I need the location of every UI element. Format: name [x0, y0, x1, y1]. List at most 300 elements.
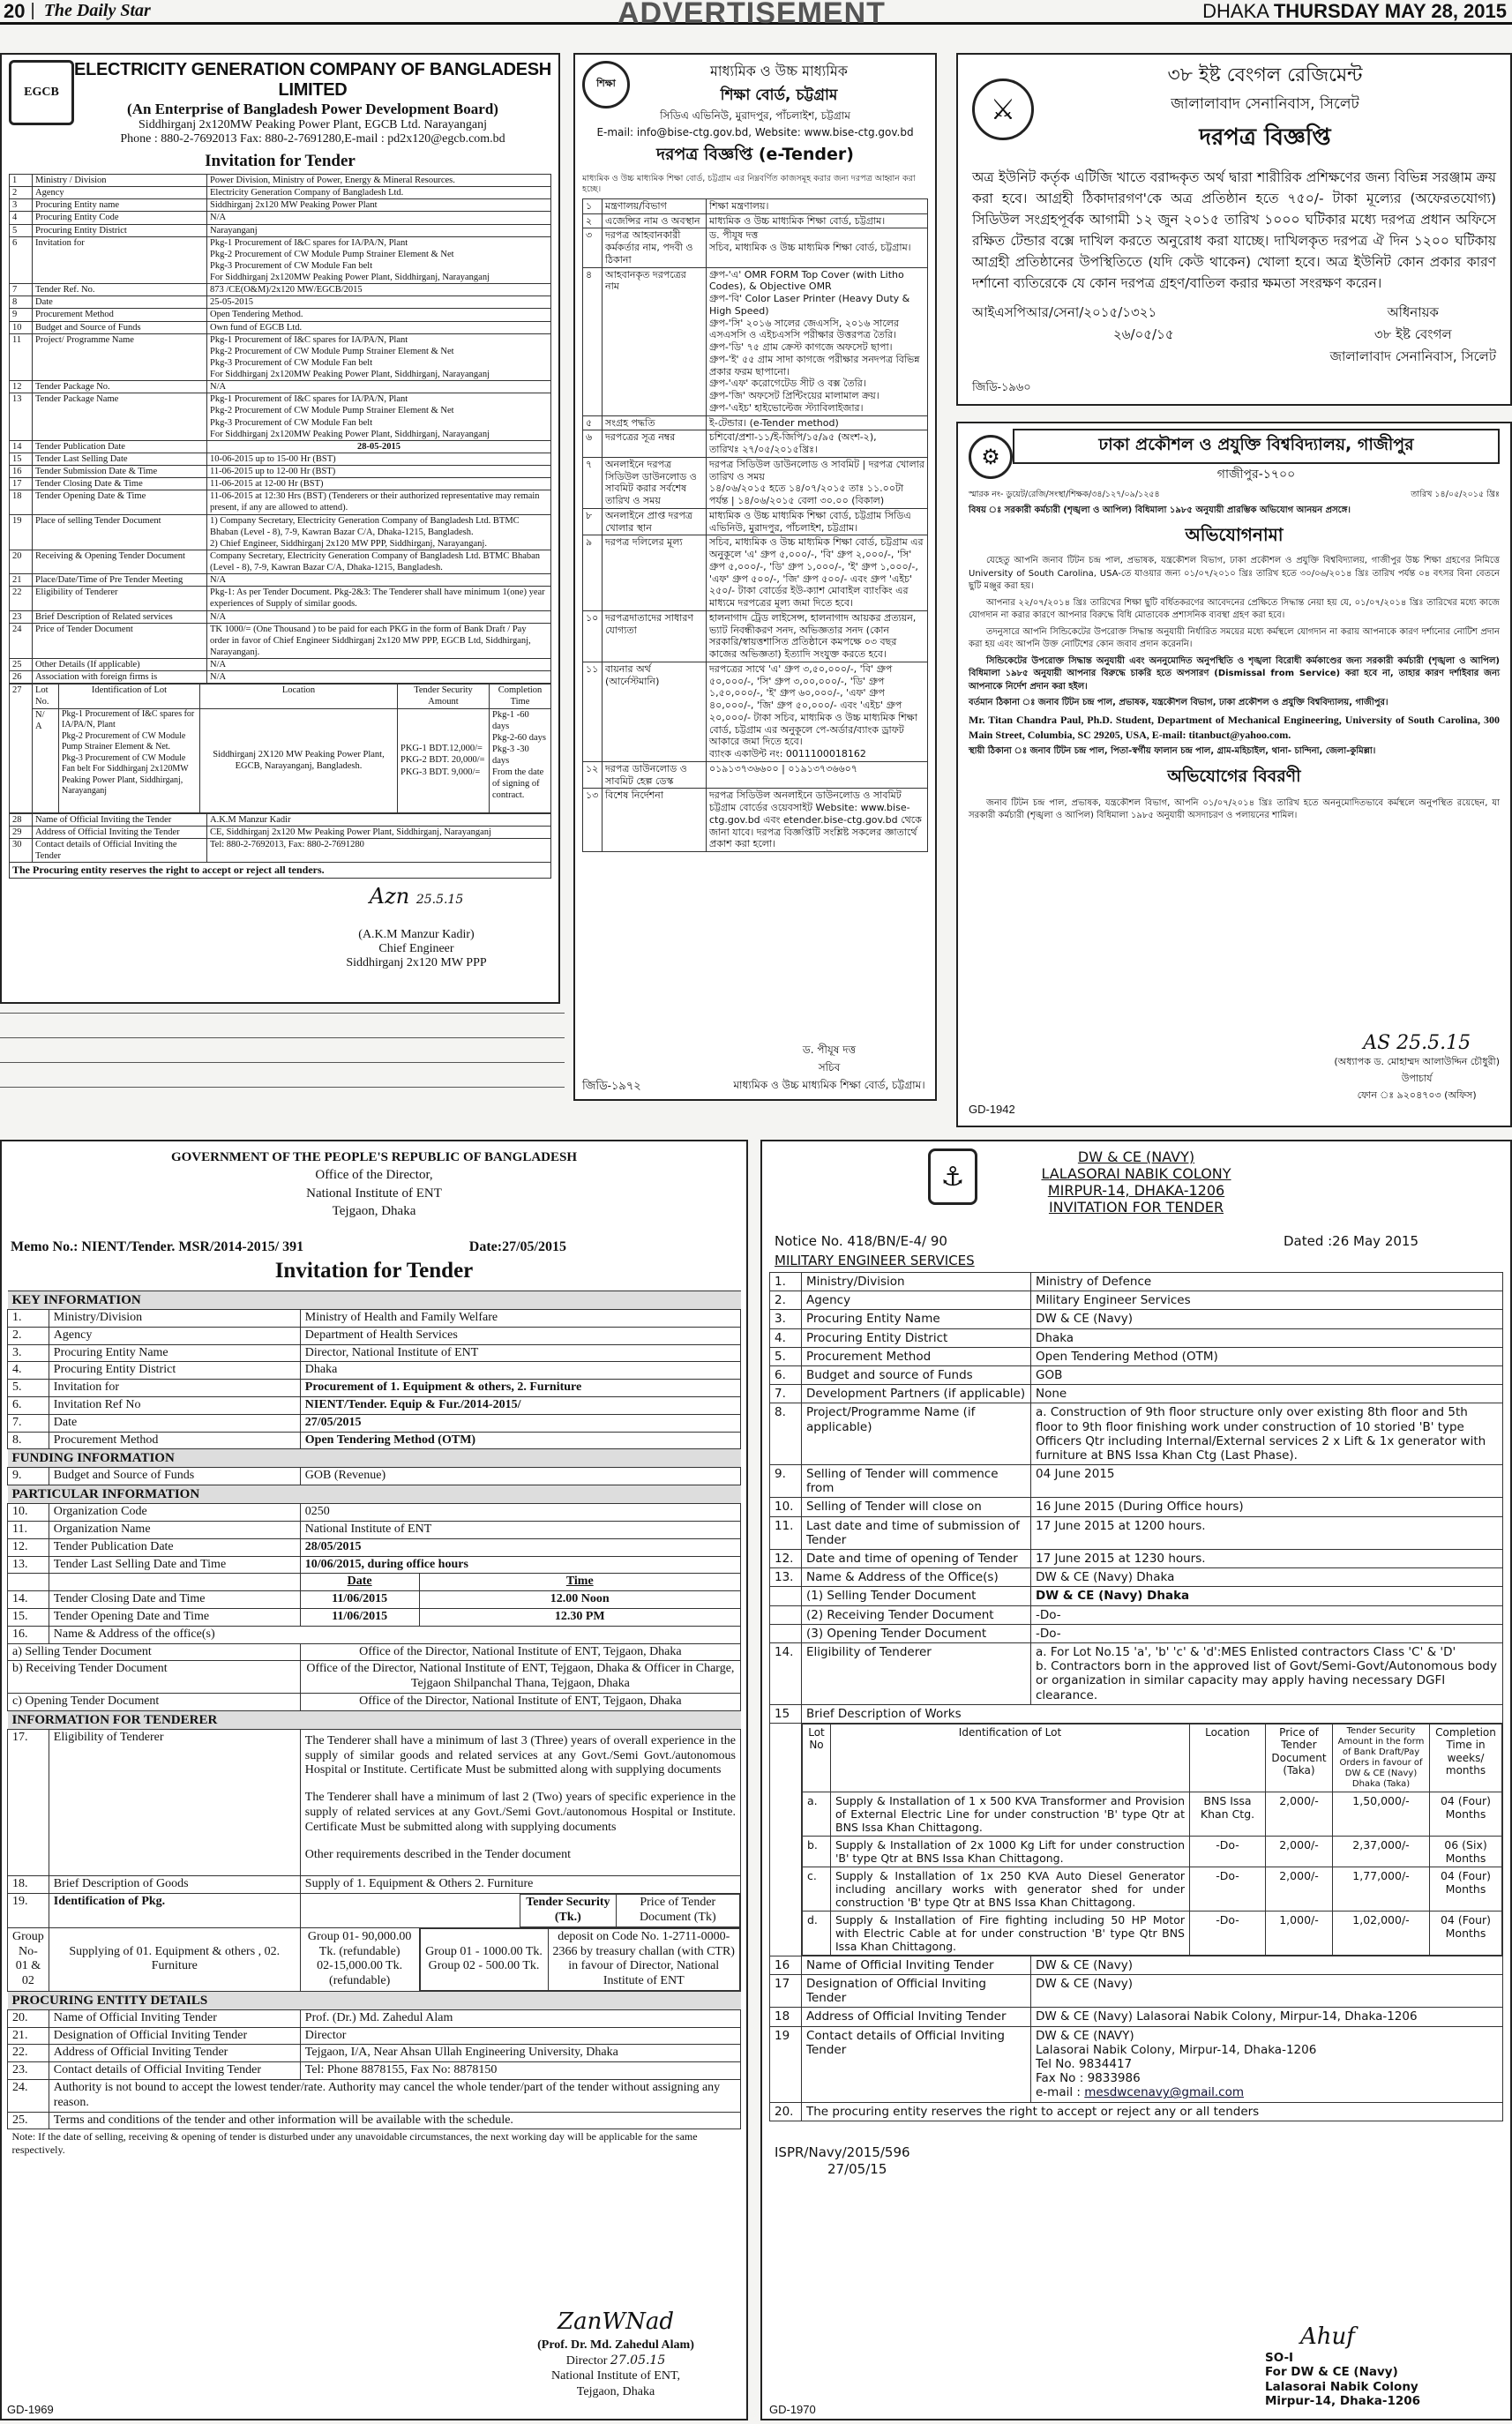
- table-cell: 12.30 PM: [419, 1608, 740, 1626]
- table-cell: 10/06/2015, during office hours: [300, 1556, 740, 1574]
- table-cell: Project/ Programme Name: [33, 333, 207, 381]
- table-cell: Tender Submission Date & Time: [33, 466, 207, 478]
- table-cell: Tender Opening Date and Time: [49, 1608, 300, 1626]
- table-cell: FUNDING INFORMATION: [8, 1449, 741, 1468]
- table-cell: ০১৯১৩৭৩৬৬০০ | ০১৯১৩৭৩৬৬০৭: [707, 761, 928, 789]
- table-cell: Siddhirganj 2x120 MW Peaking Power Plant: [207, 199, 551, 212]
- table-cell: দরপত্র দলিলের মূল্য: [603, 535, 707, 611]
- egcb-logo-icon: EGCB: [9, 60, 74, 125]
- table-cell: 27/05/2015: [300, 1414, 740, 1432]
- table-cell: [770, 1587, 802, 1605]
- table-cell: 28-05-2015: [207, 440, 551, 453]
- table-cell: 21.: [8, 2027, 49, 2045]
- nient-gd: GD-1969: [7, 2403, 54, 2416]
- egcb-heading: Invitation for Tender: [205, 152, 356, 170]
- table-cell: 25-05-2015: [207, 296, 551, 309]
- table-cell: 20.: [770, 2102, 802, 2121]
- table-cell: 10.: [770, 1498, 802, 1516]
- table-cell: 23.: [8, 2062, 49, 2080]
- table-cell: Agency: [33, 187, 207, 199]
- table-cell: Project/Programme Name (if applicable): [802, 1403, 1031, 1465]
- bise-gd: জিডি-১৯৭২: [582, 1079, 641, 1092]
- egcb-signature-block: Azn 25.5.15 (A.K.M Manzur Kadir) Chief Engineer Siddhirganj 2x120 MW PPP: [293, 884, 540, 970]
- table-cell: Price of Tender Document: [33, 623, 207, 658]
- table-cell: -Do-: [1031, 1624, 1503, 1642]
- table-cell: 18: [10, 490, 33, 514]
- table-row: [8, 1710, 741, 1729]
- table-cell: 2.: [770, 1291, 802, 1310]
- ebr-body: অত্র ইউনিট কর্তৃক এটিজি খাতে বরাদ্দকৃত অর্থ দ্বারা শারীরিক প্রশিক্ষণের জন্য বিভিন্ন সরঞ্জাম ক্রয় করা হবে। আগ্রহী ঠিকাদারগণ'কে অত্র প্রতিষ্ঠান হতে ৭৫০/- টাকা মূল্যের (অফেরতযোগ্য) সিডিউল সংগ্রহপূর্বক আগামী ১২ জুন ২০১৫ তারিখ ১০০০ ঘটিকার মধ্যে দরপত্র প্রধান অফিসে রক্ষিত টেন্ডার বক্সে দাখিল করতে অনুরোধ করা যাচ্ছে। দাখিলকৃত দরপত্র ঐ দিন ১২০০ ঘটিকায় আগ্রহী প্রতিষ্ঠানের উপস্থিতিতে (যদি কেউ থাকেন) খোলা হবে। অত্র ইউনিট কোন প্রকার কারণ দর্শানো ব্যতিরেকে যে কোন দরপত্র গ্রহণ/বাতিল করার ক্ষমতা সংরক্ষণ করেন।: [972, 169, 1496, 292]
- table-row: [10, 224, 551, 236]
- table-row: [8, 1310, 741, 1328]
- table-row: [583, 415, 928, 430]
- table-row: [8, 1556, 741, 1574]
- table-row: [10, 212, 551, 224]
- table-row: [583, 662, 928, 761]
- table-cell: Organization Name: [49, 1521, 300, 1538]
- table-cell: Address of Official Inviting Tender: [49, 2045, 300, 2062]
- table-row: [10, 296, 551, 309]
- table-cell: 13.: [8, 1556, 49, 1574]
- navy-ispr: ISPR/Navy/2015/596 27/05/15: [775, 2143, 910, 2178]
- table-cell: -Do-: [1031, 1605, 1503, 1624]
- table-row: [10, 440, 551, 453]
- table-cell: Pkg-1 Procurement of I&C spares for IA/PA/N, Plant Pkg-2 Procurement of CW Module Pump Strainer Element & Net Pkg-3 Procurement of CW Module Fan belt For Siddhirganj 2x120MW Peaking Power Plant, Siddhirganj, Narayanganj: [207, 236, 551, 284]
- table-row: [8, 1538, 741, 1556]
- table-cell: N/A: [207, 659, 551, 671]
- duet-complaint: জনাব টিটন চন্দ্র পাল, প্রভাষক, যন্ত্রকৌশল বিভাগ, আপনি ০১/০৭/২০১৪ খ্রিঃ তারিখ হতে অননুমোদিতভাবে কর্মস্থলে অনুপস্থিত রয়েছেন, যা সরকারী কর্মচারী (শৃঙ্খলা ও আপিল) বিধিমালা ১৯৮৫ অনুযায়ী অসদাচরণ ও পলায়নের শামিল।: [969, 797, 1500, 821]
- duet-subject: বিষয় ঃ সরকারী কর্মচারী (শৃঙ্খলা ও আপিল) বিধিমালা ১৯৮৫ অনুযায়ী প্রারম্ভিক অভিযোগ আনয়ন প্রসঙ্গে।: [969, 505, 1351, 515]
- table-row: [8, 2009, 741, 2027]
- table-cell: Eligibility of Tenderer: [802, 1642, 1031, 1704]
- table-row: Group No- 01 & 02 Supplying of 01. Equipment & others , 02. Furniture Group 01- 90,000.00 Tk. (refundable) 02-15,000.00 Tk. (refundable) Group 01 - 1000.00 Tk. Group 02 - 500.00 Tk. deposit on Code No. 1-2711-0000-2366 by treasury challan (with CTR) in favour of Director, National Institute of ENT: [8, 1927, 741, 1991]
- table-cell: Invitation for: [49, 1380, 300, 1397]
- table-cell: ৮: [583, 508, 603, 535]
- table-cell: Procurement Method: [802, 1347, 1031, 1365]
- table-cell: Procuring Entity Name: [49, 1344, 300, 1362]
- table-cell: 14.: [770, 1642, 802, 1704]
- lot-no: N/ A: [33, 708, 59, 812]
- table-cell: সচিব, মাধ্যমিক ও উচ্চ মাধ্যমিক শিক্ষা বোর্ড, চট্টগ্রাম এর অনুকূলে 'এ' গ্রুপ ৫,০০০/-, 'বি' গ্রুপ ২,০০০/-, 'সি' গ্রুপ ৫,০০০/-, 'ডি' গ্রুপ ১,০০০/-, 'ই' গ্রুপ ১,০০০/-, 'এফ' গ্রুপ ৫০০/-, 'জি' গ্রুপ ৫০০/- এবং গ্রুপ 'এইচ' ২৫০/- টাকা বোর্ডের ইউ-ক্যাশ মোবাইল ব্যাংকিং এর মাধ্যমে দরপত্রের মূল্য জমা দিতে হবে।: [707, 535, 928, 611]
- table-row: [8, 2080, 741, 2113]
- table-cell: ৭: [583, 457, 603, 508]
- table-cell: Tender Last Selling Date and Time: [49, 1556, 300, 1574]
- table-cell: অনলাইনে প্রাপ্ত দরপত্র খোলার স্থান: [603, 508, 707, 535]
- table-cell: Office of the Director, National Institute of ENT, Tejgaon, Dhaka: [300, 1643, 740, 1661]
- table-cell: 14: [10, 440, 33, 453]
- table-cell: 22: [10, 587, 33, 610]
- table-row: [770, 1642, 1503, 1704]
- lot-location: Siddhirganj 2X120 MW Peaking Power Plant, EGCB, Narayanganj, Bangladesh.: [200, 708, 398, 812]
- table-cell: Supply of 1. Equipment & Others 2. Furniture: [300, 1876, 740, 1894]
- lot-header: Location: [1190, 1724, 1266, 1792]
- table-row: [8, 2129, 741, 2157]
- table-row: [8, 1432, 741, 1449]
- table-cell: 11.: [770, 1516, 802, 1549]
- duet-title: ঢাকা প্রকৌশল ও প্রযুক্তি বিশ্ববিদ্যালয়, গাজীপুর: [1013, 429, 1500, 464]
- egcb-title: ELECTRICITY GENERATION COMPANY OF BANGLADESH LIMITED: [74, 60, 551, 100]
- table-cell: Budget and Source of Funds: [49, 1468, 300, 1485]
- table-cell: 04 June 2015: [1031, 1465, 1503, 1498]
- table-row: [8, 1414, 741, 1432]
- table-cell: Authority is not bound to accept the lowest tender/rate. Authority may cancel the whole tender/part of the tender without assigning any reason.: [49, 2080, 740, 2113]
- table-cell: Director, National Institute of ENT: [300, 1344, 740, 1362]
- table-cell: 23: [10, 610, 33, 623]
- table-cell: N/A: [207, 610, 551, 623]
- table-cell: 9.: [770, 1465, 802, 1498]
- table-cell: 16.: [8, 1626, 49, 1643]
- table-row: [770, 1516, 1503, 1549]
- table-cell: Military Engineer Services: [1031, 1291, 1503, 1310]
- duet-date: তারিখ ১৪/০৫/২০১৫ খ্রিঃ: [1411, 490, 1500, 499]
- navy-gd: GD-1970: [769, 2403, 816, 2416]
- bise-tender-ad: [573, 53, 937, 1101]
- table-cell: Pkg-1 Procurement of I&C spares for IA/PA/N, Plant Pkg-2 Procurement of CW Module Pump Strainer Element & Net Pkg-3 Procurement of CW Module Fan belt For Siddhirganj 2x120MW Peaking Power Plant, Siddhirganj, Narayanganj: [207, 333, 551, 381]
- table-cell: 30: [10, 838, 33, 862]
- table-cell: Ministry of Defence: [1031, 1273, 1503, 1291]
- table-cell: 13.: [770, 1568, 802, 1587]
- table-row: [10, 610, 551, 623]
- table-cell: 21: [10, 574, 33, 587]
- table-row: [8, 1485, 741, 1504]
- table-cell: Contact details of Official Inviting Tender: [49, 2062, 300, 2080]
- table-cell: Agency: [49, 1327, 300, 1344]
- table-row: [10, 623, 551, 658]
- table-cell: 15: [10, 453, 33, 465]
- table-row: [770, 1568, 1503, 1587]
- table-row: b. Supply & Installation of 2x 1000 Kg Lift for under construction 'B' type Qtr at BNS Issa Khan Chittagong. -Do- 2,000/- 2,37,000/- 06 (Six) Months: [803, 1836, 1502, 1867]
- table-cell: Procurement of 1. Equipment & others, 2. Furniture: [300, 1380, 740, 1397]
- table-cell: 9: [10, 309, 33, 321]
- table-row: [10, 309, 551, 321]
- table-cell: Dhaka: [300, 1362, 740, 1380]
- table-row: [770, 1347, 1503, 1365]
- table-cell: Designation of Official Inviting Tender: [802, 1975, 1031, 2008]
- table-cell: National Institute of ENT: [300, 1521, 740, 1538]
- table-row: [8, 1661, 741, 1694]
- table-cell: Receiving & Opening Tender Document: [33, 550, 207, 573]
- table-cell: 15.: [8, 1608, 49, 1626]
- navy-tender-ad: ⚓ DW & CE (NAVY) LALASORAI NABIK COLONY MIRPUR-14, DHAKA-1206 INVITATION FOR TENDER Notice No. 418/BN/E-4/ 90 Dated :26 May 2015 MILITARY ENGINEER SERVICES 1. Ministry/Division Ministry of Defence 2. Agency Military Engineer Services 3. Procuring Entity Name DW & CE (Navy) 4. Procuring Entity District Dhaka 5. Procurement Method Open Tendering Method (OTM) 6. Budget and source of Funds GOB 7. Development Partners (if applicable) None 8. Project/Programme Name (if applicable) a. Construction of 9th floor structure only over existing 8th floor and 5th floor to 9th floor finishing work under construction of 10 storied 'B' type Officers Qtr including Internal/External services 2 x Lift & 1x generator with furniture at BNS Issa Khan Ctg (Last Phase). 9. Selling of Tender will commence from 04 June 2015 10. Selling of Tender will close on 16 June 2015 (During Office hours) 11. Last date and time of submission of Tender 17 June 2015 at 1200 hours. 12. Date and time of opening of Tender 17 June 2015 at 1230 hours. 13. Name & Address of the Office(s) DW & CE (Navy) Dhaka (1) Selling Tender Document DW & CE (Navy) Dhaka (2) Receiving Tender Document -Do- (3) Opening Tender Document -Do- 14. Eligibility of Tenderer a. For Lot No.15 'a', 'b' 'c' & 'd':MES Enlisted contractors Class 'C' & 'D' b. Contractors born in the approved list of Govt/Semi-Govt/Autonomous body or organization in similar capacity may apply having necessary DGFI clearance. 15 Brief Description of Works Lot No Identification of Lot Location Price of Tender Document (Taka) Tender Security Amount in the form of Bank Draft/Pay Orders in favour of DW & CE (Navy) Dhaka (Taka) Completion Time in weeks/ months a. Supply & Installation of 1 x 500 KVA Transformer and Provision of External Electric Line for under construction 'B' type Qtr at BNS Issa Khan Chittagong. BNS Issa Khan Ctg. 2,000/- 1,50,000/- 04 (Four) Months b. Supply & Installation of 2x 1000 Kg Lift for under construction 'B' type Qtr at BNS Issa Khan Chittagong. -Do- 2,000/- 2,37,000/- 06 (Six) Months c. Supply & Installation of 1x 250 KVA Auto Diesel Generator including ancillary works with generator shed for under construction 'B' type Qtr at BNS Issa Khan Chittagong. -Do- 2,000/- 1,77,000/- 04 (Four) Months d. Supply & Installation of Fire fighting including 50 HP Motor with Electric Cable at for under construction 'B' type Qtr BNS Issa Khan Chittagong. -Do- 1,000/- 1,02,000/- 04 (Four) Months 16 Name of Official Inviting Tender DW & CE (Navy) 17 Designation of Official Inviting Tender DW & CE (Navy) 18 Address of Official Inviting Tender DW & CE (Navy) Lalasorai Nabik Colony, Mirpur-14, Dhaka-1206 19 Contact details of Official Inviting Tender DW & CE (NAVY) Lalasorai Nabik Colony, Mirpur-14, Dhaka-1206 Tel No. 9834417 Fax No : 9833986 e-mail : mesdwcenavy@gmail.com 20. The procuring entity reserves the right to accept or reject any or all tenders ISPR/Navy/2015/596 27/05/15 Ahuf SO-I For DW & CE (Navy) Lalasorai Nabik Colony Mirpur-14, Dhaka-1206 GD-1970: [760, 1140, 1512, 2420]
- duet-signature: AS 25.5.15: [1363, 1032, 1471, 1054]
- bise-email: E-mail: info@bise-ctg.gov.bd, Website: www.bise-ctg.gov.bd: [596, 126, 914, 138]
- table-cell: Name & Address of the Office(s): [802, 1568, 1031, 1587]
- table-row: [583, 610, 928, 662]
- table-cell: 18: [770, 2008, 802, 2026]
- table-row: 17. Eligibility of Tenderer The Tenderer shall have a minimum of last 3 (Three) years of overall experience in the supply of similar goods and related services at any Govt./Semi Govt./autonomous Hospital or Institute. Certificate Must be submitted along with supplying documents The Tenderer shall have a minimum of last 2 (Two) years of specific experience in the supply of related services at any Govt./Semi Govt./autonomous Hospital or Institute. Certificate Must be submitted along with supplying documents Other requirements described in the Tender document: [8, 1729, 741, 1876]
- egcb-table-2: [9, 813, 551, 864]
- table-row: [10, 574, 551, 587]
- table-cell: 2: [10, 187, 33, 199]
- divider: [0, 1087, 565, 1088]
- table-cell: 8.: [8, 1432, 49, 1449]
- table-cell: Tender Closing Date & Time: [33, 478, 207, 490]
- table-cell: ই-টেন্ডার। (e-Tender method): [707, 415, 928, 430]
- table-cell: Name of Official Inviting Tender: [802, 1956, 1031, 1974]
- table-cell: Office of the Director, National Institute of ENT, Tejgaon, Dhaka & Officer in Charge, Tejgaon Shilpanchal Thana, Tejgaon, Dhaka: [300, 1661, 740, 1694]
- table-row: [10, 550, 551, 573]
- table-cell: 19: [10, 514, 33, 550]
- table-cell: ২: [583, 213, 603, 228]
- table-cell: Terms and conditions of the tender and other information will be available with the schedule.: [49, 2112, 740, 2129]
- table-cell: ১১: [583, 662, 603, 761]
- table-row: [10, 514, 551, 550]
- bise-title: মাধ্যমিক ও উচ্চ মাধ্যমিক: [710, 63, 848, 79]
- table-cell: এজেন্সির নাম ও অবস্থান: [603, 213, 707, 228]
- table-row: [8, 1643, 741, 1661]
- table-cell: Procurement Method: [49, 1432, 300, 1449]
- table-row: [770, 1328, 1503, 1347]
- egcb-tender-ad: [0, 53, 560, 1004]
- bise-address: সিডিএ এভিনিউ, মুরাদপুর, পাঁচলাইশ, চট্টগ্রাম: [660, 109, 850, 122]
- table-cell: 3: [10, 199, 33, 212]
- table-cell: KEY INFORMATION: [8, 1291, 741, 1310]
- table-cell: 6.: [8, 1396, 49, 1414]
- table-cell: c) Opening Tender Document: [8, 1693, 301, 1710]
- bise-heading: দরপত্র বিজ্ঞপ্তি (e-Tender): [656, 145, 854, 164]
- table-cell: 17: [10, 478, 33, 490]
- table-cell: Brief Description of Related services: [33, 610, 207, 623]
- table-row: [8, 2062, 741, 2080]
- table-cell: গ্রুপ-'এ' OMR FORM Top Cover (with Litho Codes), & Objective OMR গ্রুপ-'বি' Color Laser Printer (Heavy Duty & High Speed) গ্রুপ-'সি' ২০১৬ সালের জেএসসি, ২০১৬ সালের এসএসসি ও এইচএসসি পরীক্ষার উত্তরপত্র তৈরি। গ্রুপ-'ডি' ৭৫ গ্রাম ক্রেস্ট কাগজে অফসেট ছাপা। গ্রুপ-'ই' ৫৫ গ্রাম সাদা কাগজে পরীক্ষার সনদপত্র বিভিন্ন প্রকার ফরম ছাপানো। গ্রুপ-'এফ' করোগেটেড সীট ও বক্স তৈরি। গ্রুপ-'জি' অফসেট প্রিন্টিংয়ের মালামাল ক্রয়। গ্রুপ-'এইচ' হাইভোল্টেজ স্ট্যাবিলাইজার।: [707, 267, 928, 415]
- table-cell: Organization Code: [49, 1504, 300, 1522]
- lot-security: PKG-1 BDT.12,000/= PKG-2 BDT. 20,000/= PKG-3 BDT. 9,000/=: [398, 708, 490, 812]
- table-cell: a. For Lot No.15 'a', 'b' 'c' & 'd':MES Enlisted contractors Class 'C' & 'D' b. Contractors born in the approved list of Govt/Semi-Govt/Autonomous body or organization in similar capacity may apply having necessary DGFI clearance.: [1031, 1642, 1503, 1704]
- table-row: [770, 1624, 1503, 1642]
- table-cell: 10-06-2015 up to 15-00 Hr (BST): [207, 453, 551, 465]
- table-cell: 20: [10, 550, 33, 573]
- table-cell: Tender Package Name: [33, 393, 207, 441]
- table-cell: Contact details of Official Inviting the Tender: [33, 838, 207, 862]
- table-cell: 16 June 2015 (During Office hours): [1031, 1498, 1503, 1516]
- egcb-address: Siddhirganj 2x120MW Peaking Power Plant, EGCB Ltd. Narayanganj: [138, 118, 487, 131]
- table-cell: PARTICULAR INFORMATION: [8, 1485, 741, 1504]
- table-cell: Place/Date/Time of Pre Tender Meeting: [33, 574, 207, 587]
- table-row: [770, 1956, 1503, 1974]
- table-cell: দরপত্র ডাউনলোড ও সাবমিট হেল্প ডেস্ক: [603, 761, 707, 789]
- table-cell: Tender Last Selling Date: [33, 453, 207, 465]
- table-cell: হালনাগাদ ট্রেড লাইসেন্স, হালনাগাদ আয়কর প্রত্যয়ন, ভ্যাট নিবন্ধীকরণ সনদ, অভিজ্ঞতার সনদ (কোন সরকারি/স্বায়ত্তশাসিত প্রতিষ্ঠানে কমপক্ষে ০৩ বছর কাজের অভিজ্ঞতা) ইত্যাদি সংযুক্ত করতে হবে।: [707, 610, 928, 662]
- table-row: [10, 466, 551, 478]
- table-row: [10, 187, 551, 199]
- table-cell: Group 01- 90,000.00 Tk. (refundable) 02-15,000.00 Tk. (refundable): [300, 1927, 419, 1991]
- table-cell: Procuring Entity name: [33, 199, 207, 212]
- table-cell: Address of Official Inviting the Tender: [33, 826, 207, 838]
- table-cell: Pkg-1 Procurement of I&C spares for IA/PA/N, Plant Pkg-2 Procurement of CW Module Pump Strainer Element & Net Pkg-3 Procurement of CW Module Fan belt For Siddhirganj 2x120MW Peaking Power Plant, Siddhirganj, Narayanganj: [207, 393, 551, 441]
- table-row: [583, 761, 928, 789]
- lot-header: Tender Security Amount in the form of Bank Draft/Pay Orders in favour of DW & CE (Navy) Dhaka (Taka): [1333, 1724, 1430, 1792]
- table-cell: 5: [10, 224, 33, 236]
- table-cell: 3.: [770, 1310, 802, 1328]
- bise-signature-block: ড. পীযূষ দত্ত সচিব মাধ্যমিক ও উচ্চ মাধ্যমিক শিক্ষা বোর্ড, চট্টগ্রাম।: [733, 1044, 925, 1091]
- table-cell: Brief Description of Goods: [49, 1876, 300, 1894]
- table-cell: 14.: [8, 1591, 49, 1609]
- table-row: [10, 587, 551, 610]
- table-row: [10, 333, 551, 381]
- table-cell: Selling of Tender will close on: [802, 1498, 1031, 1516]
- table-row: [10, 478, 551, 490]
- table-row: [8, 1521, 741, 1538]
- table-cell: Company Secretary, Electricity Generation Company of Bangladesh Ltd. BTMC Bhaban (Level - 8), 7-9, Kawran Bazar C/A, Dhaka-1215, Bangladesh.: [207, 550, 551, 573]
- table-cell: N/A: [207, 212, 551, 224]
- table-cell: মন্ত্রণালয়/বিভাগ: [603, 198, 707, 213]
- table-row: 19 Contact details of Official Inviting Tender DW & CE (NAVY) Lalasorai Nabik Colony, Mirpur-14, Dhaka-1206 Tel No. 9834417 Fax No : 9833986 e-mail : mesdwcenavy@gmail.com: [770, 2026, 1503, 2102]
- table-cell: Name & Address of the office(s): [49, 1626, 740, 1643]
- table-cell: 0250: [300, 1504, 740, 1522]
- newspaper-name: The Daily Star: [43, 1, 151, 20]
- table-cell: 873 /CE(O&M)/2x120 MW/EGCB/2015: [207, 284, 551, 296]
- table-cell: Open Tendering Method.: [207, 309, 551, 321]
- table-cell: 25: [10, 659, 33, 671]
- table-cell: 3.: [8, 1344, 49, 1362]
- table-row: [583, 198, 928, 213]
- table-cell: অনলাইনে দরপত্র সিডিউল ডাউনলোড ও সাবমিট করার সর্বশেষ তারিখ ও সময়: [603, 457, 707, 508]
- table-row: [8, 1449, 741, 1468]
- table-cell: Ministry / Division: [33, 175, 207, 187]
- table-cell: 28: [10, 813, 33, 826]
- table-cell: 7: [10, 284, 33, 296]
- egcb-subtitle: (An Enterprise of Bangladesh Power Development Board): [127, 101, 498, 117]
- lot-header: Price of Tender Document (Taka): [1266, 1724, 1333, 1792]
- gear-logo-icon: ⚙: [969, 435, 1013, 479]
- table-cell: Prof. (Dr.) Md. Zahedul Alam: [300, 2009, 740, 2027]
- table-cell: ৯: [583, 535, 603, 611]
- table-cell: 11/06/2015: [300, 1608, 419, 1626]
- table-row: [8, 1380, 741, 1397]
- section-title: ADVERTISEMENT: [618, 0, 886, 30]
- table-row: [770, 1587, 1503, 1605]
- table-cell: ১২: [583, 761, 603, 789]
- table-row: [8, 1468, 741, 1485]
- table-cell: দরপত্রের সাথে 'এ' গ্রুপ ৩,৫০,০০০/-, 'বি' গ্রুপ ৫০,০০০/-, 'সি' গ্রুপ ৩,০০,০০০/-, 'ডি' গ্রুপ ১,৫০,০০০/-, 'ই' গ্রুপ ৬০,০০০/-, 'এফ' গ্রুপ ৪০,০০০/-, 'জি' গ্রুপ ৫০,০০০/- এবং 'এইচ' গ্রুপ ২০,০০০/- টাকা সচিব, মাধ্যমিক ও উচ্চ মাধ্যমিক শিক্ষা বোর্ড, চট্টগ্রাম এর অনুকূলে পে-অর্ডার/ব্যাংক ড্রাফট আকারে জমা দিতে হবে। ব্যাংক একাউন্ট নং: 0011100018162: [707, 662, 928, 761]
- table-row: [10, 284, 551, 296]
- table-cell: 7.: [8, 1414, 49, 1432]
- table-cell: দরপত্র সিডিউল অনলাইনে ডাউনলোড ও সাবমিট চট্টগ্রাম বোর্ডের ওয়েবসাইট Website: www.bise-ctg.gov.bd এবং etender.bise-ctg.gov.bd থেকে জানা যাবে। দরপত্র বিজ্ঞপ্তিটি সংশ্লিষ্ট সকলের জ্ঞাতার্থে প্রকাশ করা হলো।: [707, 789, 928, 852]
- duet-heading-2: অভিযোগের বিবরণী: [1167, 766, 1301, 786]
- bise-table: [582, 198, 928, 852]
- table-cell: Date: [49, 1414, 300, 1432]
- table-cell: 25.: [8, 2112, 49, 2129]
- table-cell: (2) Receiving Tender Document: [802, 1605, 1031, 1624]
- table-row: [8, 1693, 741, 1710]
- table-cell: Name of Official Inviting Tender: [49, 2009, 300, 2027]
- table-cell: [770, 1605, 802, 1624]
- table-cell: Electricity Generation Company of Bangladesh Ltd.: [207, 187, 551, 199]
- table-cell: DW & CE (Navy): [1031, 1956, 1503, 1974]
- table-row: [770, 1498, 1503, 1516]
- table-row: [770, 1310, 1503, 1328]
- table-cell: 18.: [8, 1876, 49, 1894]
- table-row: [583, 267, 928, 415]
- nient-signature-block: ZanWNad (Prof. Dr. Md. Zahedul Alam) Director 27.05.15 National Institute of ENT, Tejgaon, Dhaka: [483, 2308, 748, 2399]
- bise-intro: মাধ্যমিক ও উচ্চ মাধ্যমিক শিক্ষা বোর্ড, চট্টগ্রাম এর নিম্নবর্ণিত কাজসমূহ করার জন্য দরপত্র আহ্বান করা হচ্ছে।: [582, 174, 916, 194]
- nient-gov: GOVERNMENT OF THE PEOPLE'S REPUBLIC OF BANGLADESH: [170, 1150, 578, 1164]
- newspaper-header: 20 | The Daily Star ADVERTISEMENT DHAKA THURSDAY MAY 28, 2015: [0, 0, 1512, 25]
- lot-header: Lot No: [803, 1724, 831, 1792]
- table-cell: DW & CE (Navy): [1031, 1310, 1503, 1328]
- table-cell: 1: [10, 175, 33, 187]
- table-row: d. Supply & Installation of Fire fighting including 50 HP Motor with Electric Cable at for under construction 'B' type Qtr BNS Issa Khan Chittagong. -Do- 1,000/- 1,02,000/- 04 (Four) Months: [803, 1911, 1502, 1955]
- table-cell: ১৩: [583, 789, 603, 852]
- table-cell: 7.: [770, 1385, 802, 1403]
- table-cell: 22.: [8, 2045, 49, 2062]
- divider: [0, 1013, 565, 1014]
- table-cell: Name of Official Inviting the Tender: [33, 813, 207, 826]
- table-cell: DW & CE (Navy) Lalasorai Nabik Colony, Mirpur-14, Dhaka-1206: [1031, 2008, 1503, 2026]
- table-cell: আহবানকৃত দরপত্রের নাম: [603, 267, 707, 415]
- table-cell: দরপত্রের সূত্র নম্বর: [603, 430, 707, 458]
- table-cell: শিক্ষা মন্ত্রণালয়।: [707, 198, 928, 213]
- table-cell: Date: [33, 296, 207, 309]
- table-cell: 17: [770, 1975, 802, 2008]
- ebr-gd: জিডি-১৯৬০: [972, 380, 1031, 393]
- ebr-sig-title: অধিনায়ক: [1387, 304, 1439, 321]
- table-cell: 24.: [8, 2080, 49, 2113]
- table-cell: বিশেষ নির্দেশনা: [603, 789, 707, 852]
- table-row: [10, 175, 551, 187]
- table-cell: Tender Package No.: [33, 381, 207, 393]
- table-row: [770, 2102, 1503, 2121]
- table-cell: Tender Closing Date and Time: [49, 1591, 300, 1609]
- table-row: [770, 1365, 1503, 1384]
- table-cell: Procuring Entity District: [802, 1328, 1031, 1347]
- table-cell: 10.: [8, 1504, 49, 1522]
- table-row: [583, 228, 928, 267]
- table-cell: Address of Official Inviting Tender: [802, 2008, 1031, 2026]
- table-row: [10, 199, 551, 212]
- table-row: [583, 213, 928, 228]
- table-row: [583, 789, 928, 852]
- duet-sub: গাজীপুর-১৭০০: [1216, 468, 1296, 482]
- table-cell: Place of selling Tender Document: [33, 514, 207, 550]
- ebr-date: ২৬/০৫/১৫: [1113, 326, 1174, 343]
- table-cell: 28/05/2015: [300, 1538, 740, 1556]
- duet-memo: স্মারক নং- ডুয়েট/রেজি/সংস্থা/শিক্ষক/৩৪/১২৭/০৯/১২৫৪: [969, 490, 1160, 499]
- table-cell: দরপত্রদাতাদের সাধারণ যোগ্যতা: [603, 610, 707, 662]
- table-cell: Designation of Official Inviting Tender: [49, 2027, 300, 2045]
- table-cell: Tel: Phone 8878155, Fax No: 8878150: [300, 2062, 740, 2080]
- table-cell: 13: [10, 393, 33, 441]
- table-cell: Tejgaon, I/A, Near Ahsan Ullah Engineering University, Dhaka: [300, 2045, 740, 2062]
- table-cell: 4: [10, 212, 33, 224]
- table-cell: 12.: [770, 1550, 802, 1568]
- navy-mes: MILITARY ENGINEER SERVICES: [775, 1253, 975, 1268]
- table-cell: DW & CE (Navy) Dhaka: [1031, 1587, 1503, 1605]
- table-cell: Brief Description of Works: [802, 1704, 1503, 1723]
- table-cell: Procuring Entity District: [33, 224, 207, 236]
- table-row: [8, 1291, 741, 1310]
- table-cell: Identification of Pkg.: [49, 1894, 300, 1928]
- table-row: [10, 838, 551, 862]
- issue-date: DHAKA THURSDAY MAY 28, 2015: [1202, 0, 1507, 22]
- navy-email-link[interactable]: mesdwcenavy@gmail.com: [1084, 2085, 1245, 2100]
- table-row: [10, 490, 551, 514]
- table-row: [8, 1327, 741, 1344]
- table-cell: 19.: [8, 1894, 49, 1928]
- nient-tender-ad: GOVERNMENT OF THE PEOPLE'S REPUBLIC OF BANGLADESH Office of the Director, National Institute of ENT Tejgaon, Dhaka Memo No.: NIENT/Tender. MSR/2014-2015/ 391 Date:27/05/2015 Invitation for Tender KEY INFORMATION 1. Ministry/Division Ministry of Health and Family Welfare 2. Agency Department of Health Services 3. Procuring Entity Name Director, National Institute of ENT 4. Procuring Entity District Dhaka 5. Invitation for Procurement of 1. Equipment & others, 2. Furniture 6. Invitation Ref No NIENT/Tender. Equip & Fur./2014-2015/ 7. Date 27/05/2015 8. Procurement Method Open Tendering Method (OTM) FUNDING INFORMATION 9. Budget and Source of Funds GOB (Revenue) PARTICULAR INFORMATION 10. Organization Code 0250 11. Organization Name National Institute of ENT 12. Tender Publication Date 28/05/2015 13. Tender Last Selling Date and Time 10/06/2015, during office hours Date Time 14. Tender Closing Date and Time 11/06/2015 12.00 Noon 15. Tender Opening Date and Time 11/06/2015 12.30 PM 16. Name & Address of the office(s) a) Selling Tender Document Office of the Director, National Institute of ENT, Tejgaon, Dhaka b) Receiving Tender Document Office of the Director, National Institute of ENT, Tejgaon, Dhaka & Officer in Charge, Tejgaon Shilpanchal Thana, Tejgaon, Dhaka c) Opening Tender Document Office of the Director, National Institute of ENT, Tejgaon, Dhaka INFORMATION FOR TENDERER 17. Eligibility of Tenderer The Tenderer shall have a minimum of last 3 (Three) years of overall experience in the supply of similar goods and related services at any Govt./Semi Govt./autonomous Hospital or Institute. Certificate Must be submitted along with supplying documents The Tenderer shall have a minimum of last 2 (Two) years of specific experience in the supply of related services at any Govt./Semi Govt./autonomous Hospital or Institute. Certificate Must be submitted along with supplying documents Other requirements described in the Tender document 18. Brief Description of Goods Supply of 1. Equipment & Others 2. Furniture 19. Identification of Pkg. Tender Security (Tk.) Price of Tender Document (Tk) Group No- 01 & 02 Supplying of 01. Equipment & others , 02. Furniture Group 01- 90,000.00 Tk. (refundable) 02-15,000.00 Tk. (refundable) Group 01 - 1000.00 Tk. Group 02 - 500.00 Tk. deposit on Code No. 1-2711-0000-2366 by treasury challan (with CTR) in favour of Director, National Institute of ENT PROCURING ENTITY DETAILS 20. Name of Official Inviting Tender Prof. (Dr.) Md. Zahedul Alam 21. Designation of Official Inviting Tender Director 22. Address of Official Inviting Tender Tejgaon, I/A, Near Ahsan Ullah Engineering University, Dhaka 23. Contact details of Official Inviting Tender Tel: Phone 8878155, Fax No: 8878150 24. Authority is not bound to accept the lowest tender/rate. Authority may cancel the whole tender/part of the tender without assigning any reason. 25. Terms and conditions of the tender and other information will be available with the schedule. Note: If the date of selling, receiving & opening of tender is disturbed under any unavoidable circumstances, the next working day will be applicable for the same respectively. ZanWNad (Prof. Dr. Md. Zahedul Alam) Director 27.05.15 National Institute of ENT, Tejgaon, Dhaka GD-1969: [0, 1140, 748, 2420]
- table-cell: TK 1000/= (One Thousand ) to be paid for each PKG in the form of Bank Draft / Pay order in favor of Chief Engineer Siddhirganj 2x120 MW PPP, EGCB Ltd, Siddhirganj, Narayanganj.: [207, 623, 551, 658]
- duet-notice-ad: [956, 422, 1512, 1127]
- table-cell: 24: [10, 623, 33, 658]
- table-cell: Ministry of Health and Family Welfare: [300, 1310, 740, 1328]
- table-row: [8, 1876, 741, 1894]
- table-row: [770, 2008, 1503, 2026]
- bise-title-2: শিক্ষা বোর্ড, চট্টগ্রাম: [720, 86, 838, 104]
- table-cell: Contact details of Official Inviting Tender: [802, 2026, 1031, 2102]
- table-cell: Date and time of opening of Tender: [802, 1550, 1031, 1568]
- table-cell: দরপত্র আহবানকারী কর্মকর্তার নাম, পদবী ও ঠিকানা: [603, 228, 707, 267]
- table-cell: Procuring Entity Name: [802, 1310, 1031, 1328]
